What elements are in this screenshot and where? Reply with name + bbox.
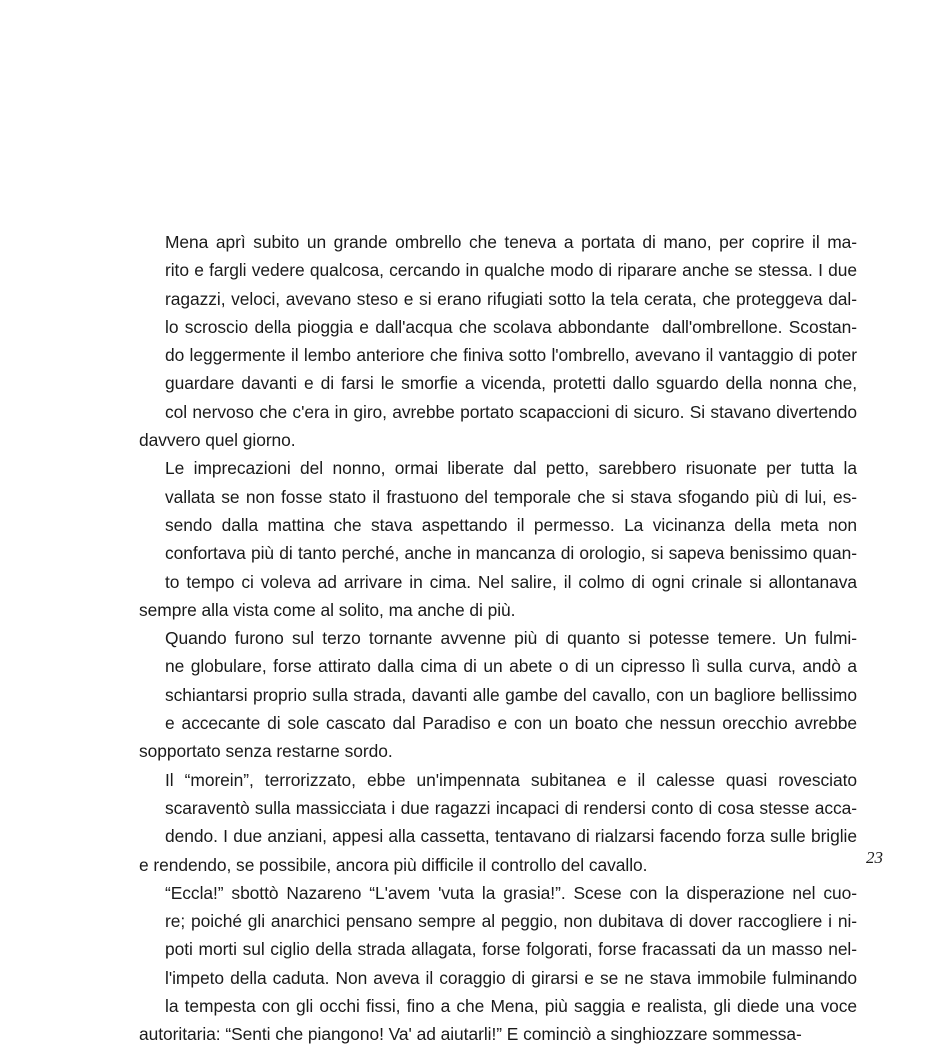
text-line: rito e fargli vedere qualcosa, cercando in qualche modo di riparare anche se stessa. I due: [165, 260, 857, 281]
text-line: davvero quel giorno.: [139, 430, 296, 451]
text-line: l'impeto della caduta. Non aveva il coraggio di girarsi e se ne stava immobile fulminando: [165, 967, 857, 988]
text-line: “Eccla!” sbottò Nazareno “L'avem 'vuta la grasia!”. Scese con la disperazione nel cuo-: [165, 882, 857, 903]
text-line: to tempo ci voleva ad arrivare in cima. Nel salire, il colmo di ogni crinale si allontanava: [165, 571, 857, 592]
text-line: Quando furono sul terzo tornante avvenne più di quanto si potesse temere. Un fulmi-: [165, 628, 857, 649]
text-line: lo scroscio della pioggia e dall'acqua che scolava abbondante dall'ombrellone. Scostan-: [165, 316, 857, 337]
text-line: sopportato senza restarne sordo.: [139, 741, 393, 762]
text-line: sempre alla vista come al solito, ma anche di più.: [139, 599, 516, 620]
text-line: vallata se non fosse stato il frastuono del temporale che si stava sfogando più di lui, es-: [165, 486, 857, 507]
text-line: sendo dalla mattina che stava aspettando il permesso. La vicinanza della meta non: [165, 514, 857, 535]
paragraph-1: [113, 228, 857, 454]
paragraph-5: [113, 879, 857, 1049]
text-line: guardare davanti e di farsi le smorfie a vicenda, protetti dallo sguardo della nonna che,: [165, 373, 857, 394]
text-line: autoritaria: “Senti che piangono! Va' ad aiutarli!” E cominciò a singhiozzare sommessa-: [139, 1024, 802, 1045]
text-line: do leggermente il lembo anteriore che finiva sotto l'ombrello, avevano il vantaggio di poter: [165, 345, 857, 366]
text-line: e rendendo, se possibile, ancora più difficile il controllo del cavallo.: [139, 854, 648, 875]
text-line: scaraventò sulla massicciata i due ragazzi incapaci di rendersi conto di cosa stesse acca-: [165, 797, 857, 818]
text-line: ragazzi, veloci, avevano steso e si erano rifugiati sotto la tela cerata, che proteggeva dal-: [165, 288, 857, 309]
page-number: 23: [866, 848, 883, 867]
body-text-block: [113, 228, 857, 1049]
text-line: dendo. I due anziani, appesi alla cassetta, tentavano di rialzarsi facendo forza sulle briglie: [165, 826, 857, 847]
text-line: la tempesta con gli occhi fissi, fino a che Mena, più saggia e realista, gli diede una voce: [165, 996, 857, 1017]
paragraph-2: [113, 454, 857, 624]
text-line: e accecante di sole cascato dal Paradiso e con un boato che nessun orecchio avrebbe: [165, 713, 857, 734]
text-line: confortava più di tanto perché, anche in mancanza di orologio, si sapeva benissimo quan-: [165, 543, 857, 564]
text-line: re; poiché gli anarchici pensano sempre al peggio, non dubitava di dover raccogliere i ni-: [165, 911, 857, 932]
text-line: Mena aprì subito un grande ombrello che teneva a portata di mano, per coprire il ma-: [165, 232, 857, 252]
text-line: ne globulare, forse attirato dalla cima di un abete o di un cipresso lì sulla curva, andò a: [165, 656, 857, 677]
text-line: schiantarsi proprio sulla strada, davanti alle gambe del cavallo, con un bagliore bellissimo: [165, 684, 857, 705]
text-line: Le imprecazioni del nonno, ormai liberate dal petto, sarebbero risuonate per tutta la: [165, 458, 857, 479]
paragraph-3: [113, 624, 857, 765]
text-line: Il “morein”, terrorizzato, ebbe un'impennata subitanea e il calesse quasi rovesciato: [165, 769, 857, 790]
paragraph-4: [113, 766, 857, 879]
text-line: poti morti sul ciglio della strada allagata, forse folgorati, forse fracassati da un masso nel-: [165, 939, 857, 960]
text-line: col nervoso che c'era in giro, avrebbe portato scapaccioni di sicuro. Si stavano divertendo: [165, 401, 857, 422]
